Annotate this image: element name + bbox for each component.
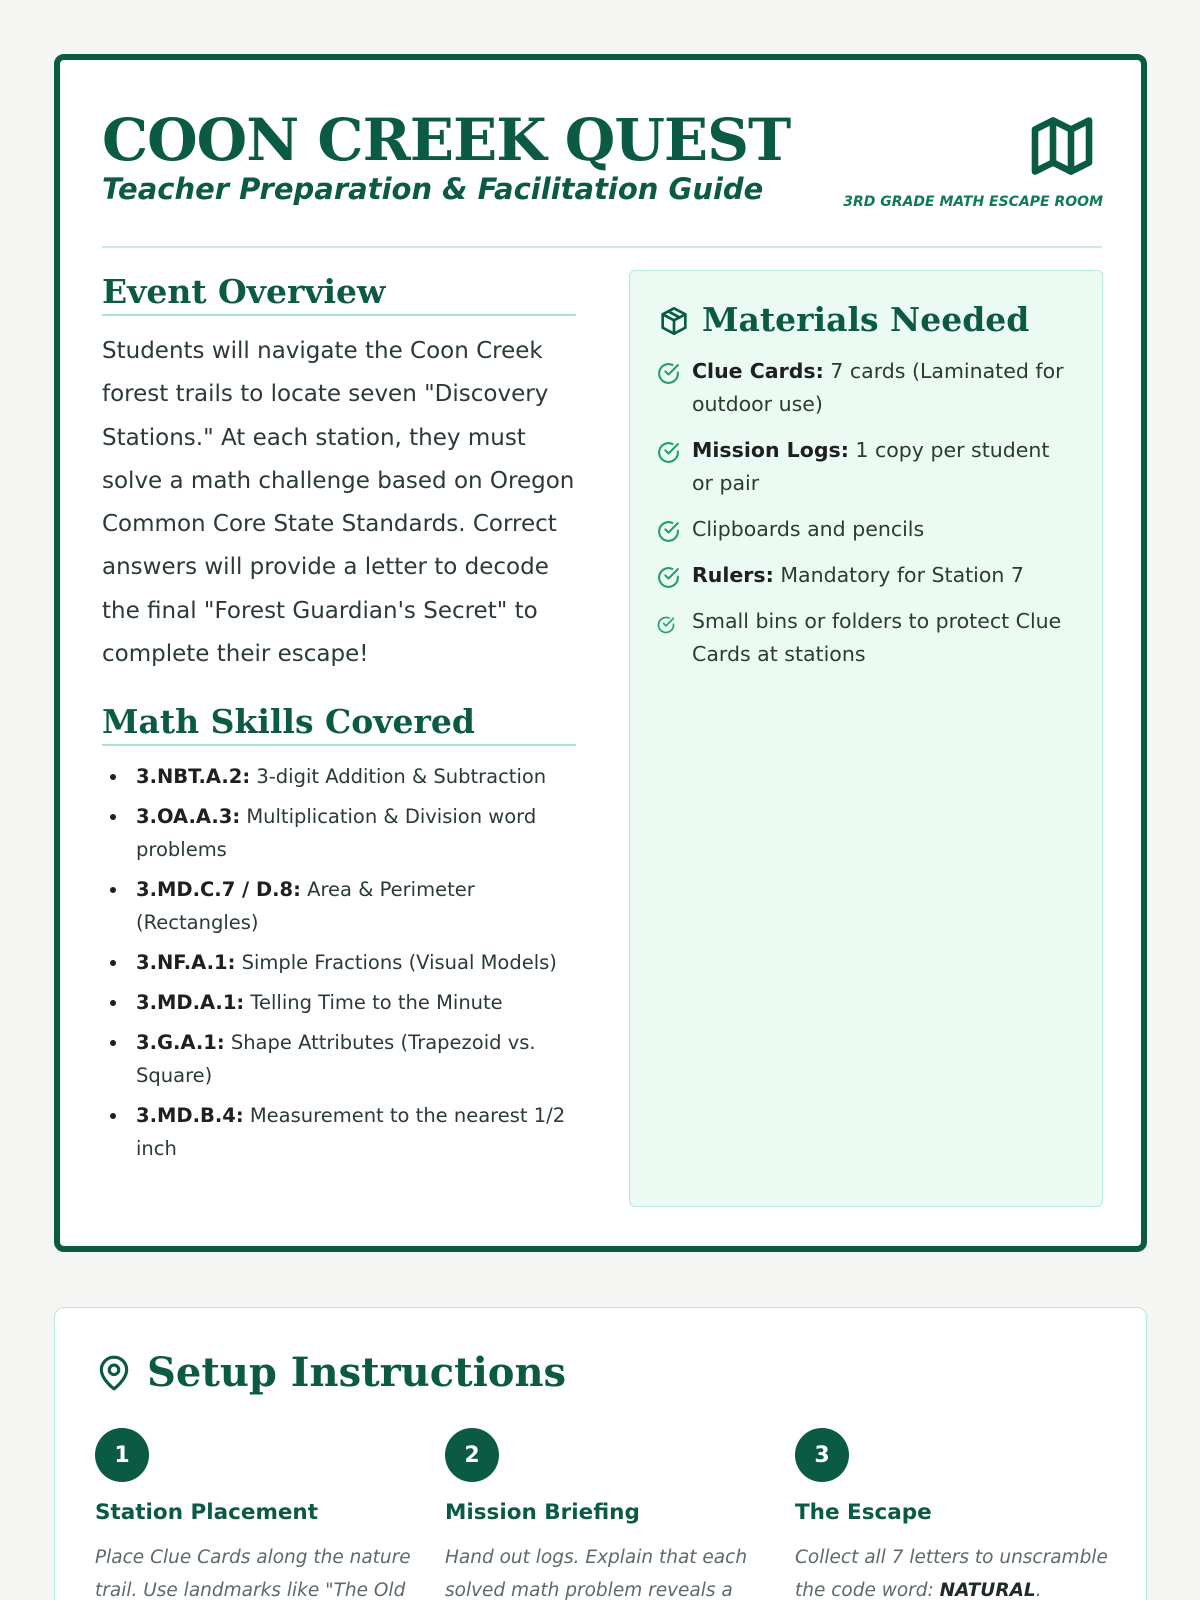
step-description bbox=[445, 1541, 765, 1600]
step-description bbox=[95, 1541, 415, 1600]
skill-text: Simple Fractions (Visual Models) bbox=[235, 951, 557, 974]
skill-text: Multiplication & Division word problems bbox=[136, 805, 537, 861]
material-label: Clue Cards: bbox=[692, 359, 824, 383]
material-item bbox=[656, 434, 1076, 500]
skill-text: Area & Perimeter (Rectangles) bbox=[136, 878, 475, 934]
page-title: COON CREEK QUEST bbox=[102, 106, 791, 174]
step-number: 1 bbox=[95, 1428, 149, 1482]
step-desc-text: Hand out logs. Explain that each solved math problem reveals a bbox=[445, 1547, 748, 1600]
skill-item bbox=[102, 946, 578, 979]
materials-panel bbox=[629, 270, 1103, 1207]
skill-text: Shape Attributes (Trapezoid vs. Square) bbox=[136, 1031, 536, 1087]
skill-item bbox=[102, 760, 578, 793]
setup-step bbox=[95, 1428, 415, 1600]
skill-text: 3-digit Addition & Subtraction bbox=[250, 765, 547, 788]
skill-item bbox=[102, 800, 578, 866]
material-item bbox=[656, 559, 1076, 592]
check-circle-icon bbox=[656, 361, 681, 386]
skill-code: 3.MD.A.1: bbox=[136, 991, 245, 1014]
skill-item bbox=[102, 986, 578, 1019]
overview-text: Students will navigate the Coon Creek forest trails to locate seven "Discovery Stations." At each station, they must solve a math challenge based on Oregon Common Core State Standards. Correct answers will provide a letter to decode the final "Forest Guardian's Secret" to complete their escape! bbox=[102, 338, 575, 668]
material-item bbox=[656, 513, 1076, 546]
setup-heading: Setup Instructions bbox=[147, 1349, 567, 1396]
check-circle-icon bbox=[656, 565, 681, 590]
check-circle-icon bbox=[656, 519, 681, 544]
step-number: 3 bbox=[795, 1428, 849, 1482]
step-desc-end: . bbox=[1035, 1580, 1042, 1600]
step-description bbox=[795, 1541, 1115, 1600]
skill-item bbox=[102, 873, 578, 939]
page-subtitle: Teacher Preparation & Facilitation Guide bbox=[102, 172, 764, 206]
setup-step bbox=[445, 1428, 765, 1600]
step-title: Station Placement bbox=[95, 1500, 319, 1525]
material-text: 1 copy per student or pair bbox=[692, 438, 1050, 495]
setup-card bbox=[54, 1307, 1147, 1600]
grade-label: 3RD GRADE MATH ESCAPE ROOM bbox=[843, 194, 1103, 210]
skill-item bbox=[102, 1026, 578, 1092]
skill-code: 3.NF.A.1: bbox=[136, 951, 236, 974]
skill-code: 3.MD.B.4: bbox=[136, 1104, 244, 1127]
skill-code: 3.MD.C.7 / D.8: bbox=[136, 878, 301, 901]
material-text: Small bins or folders to protect Clue Cards at stations bbox=[692, 609, 1062, 666]
material-text: 7 cards (Laminated for outdoor use) bbox=[692, 359, 1064, 416]
code-word: NATURAL bbox=[939, 1580, 1036, 1600]
skill-item bbox=[102, 1099, 578, 1165]
skill-code: 3.OA.A.3: bbox=[136, 805, 241, 828]
material-label: Mission Logs: bbox=[692, 438, 849, 462]
box-icon bbox=[658, 305, 690, 337]
material-label: Rulers: bbox=[692, 563, 774, 587]
header-divider bbox=[102, 246, 1102, 248]
skills-list bbox=[102, 760, 578, 1172]
materials-heading: Materials Needed bbox=[702, 300, 1030, 339]
guide-card bbox=[54, 54, 1147, 1252]
materials-list bbox=[656, 355, 1076, 684]
skill-text: Telling Time to the Minute bbox=[244, 991, 503, 1014]
overview-heading: Event Overview bbox=[102, 272, 576, 316]
step-desc-text: Place Clue Cards along the nature trail. Use landmarks like "The Old bbox=[95, 1547, 411, 1600]
material-text: Clipboards and pencils bbox=[692, 517, 925, 541]
skill-code: 3.NBT.A.2: bbox=[136, 765, 251, 788]
step-number: 2 bbox=[445, 1428, 499, 1482]
map-icon bbox=[1026, 110, 1098, 182]
step-desc-text: Collect all 7 letters to unscramble the code word: bbox=[795, 1547, 1108, 1600]
check-circle-icon bbox=[656, 615, 676, 635]
material-item bbox=[656, 605, 1076, 671]
skill-code: 3.G.A.1: bbox=[136, 1031, 225, 1054]
material-text: Mandatory for Station 7 bbox=[773, 563, 1024, 587]
check-circle-icon bbox=[656, 440, 681, 465]
skills-heading: Math Skills Covered bbox=[102, 702, 576, 746]
step-title: Mission Briefing bbox=[445, 1500, 640, 1525]
material-item bbox=[656, 355, 1076, 421]
step-title: The Escape bbox=[795, 1500, 932, 1525]
setup-step bbox=[795, 1428, 1115, 1600]
map-pin-icon bbox=[95, 1354, 133, 1392]
skill-text: Measurement to the nearest 1/2 inch bbox=[136, 1104, 566, 1160]
